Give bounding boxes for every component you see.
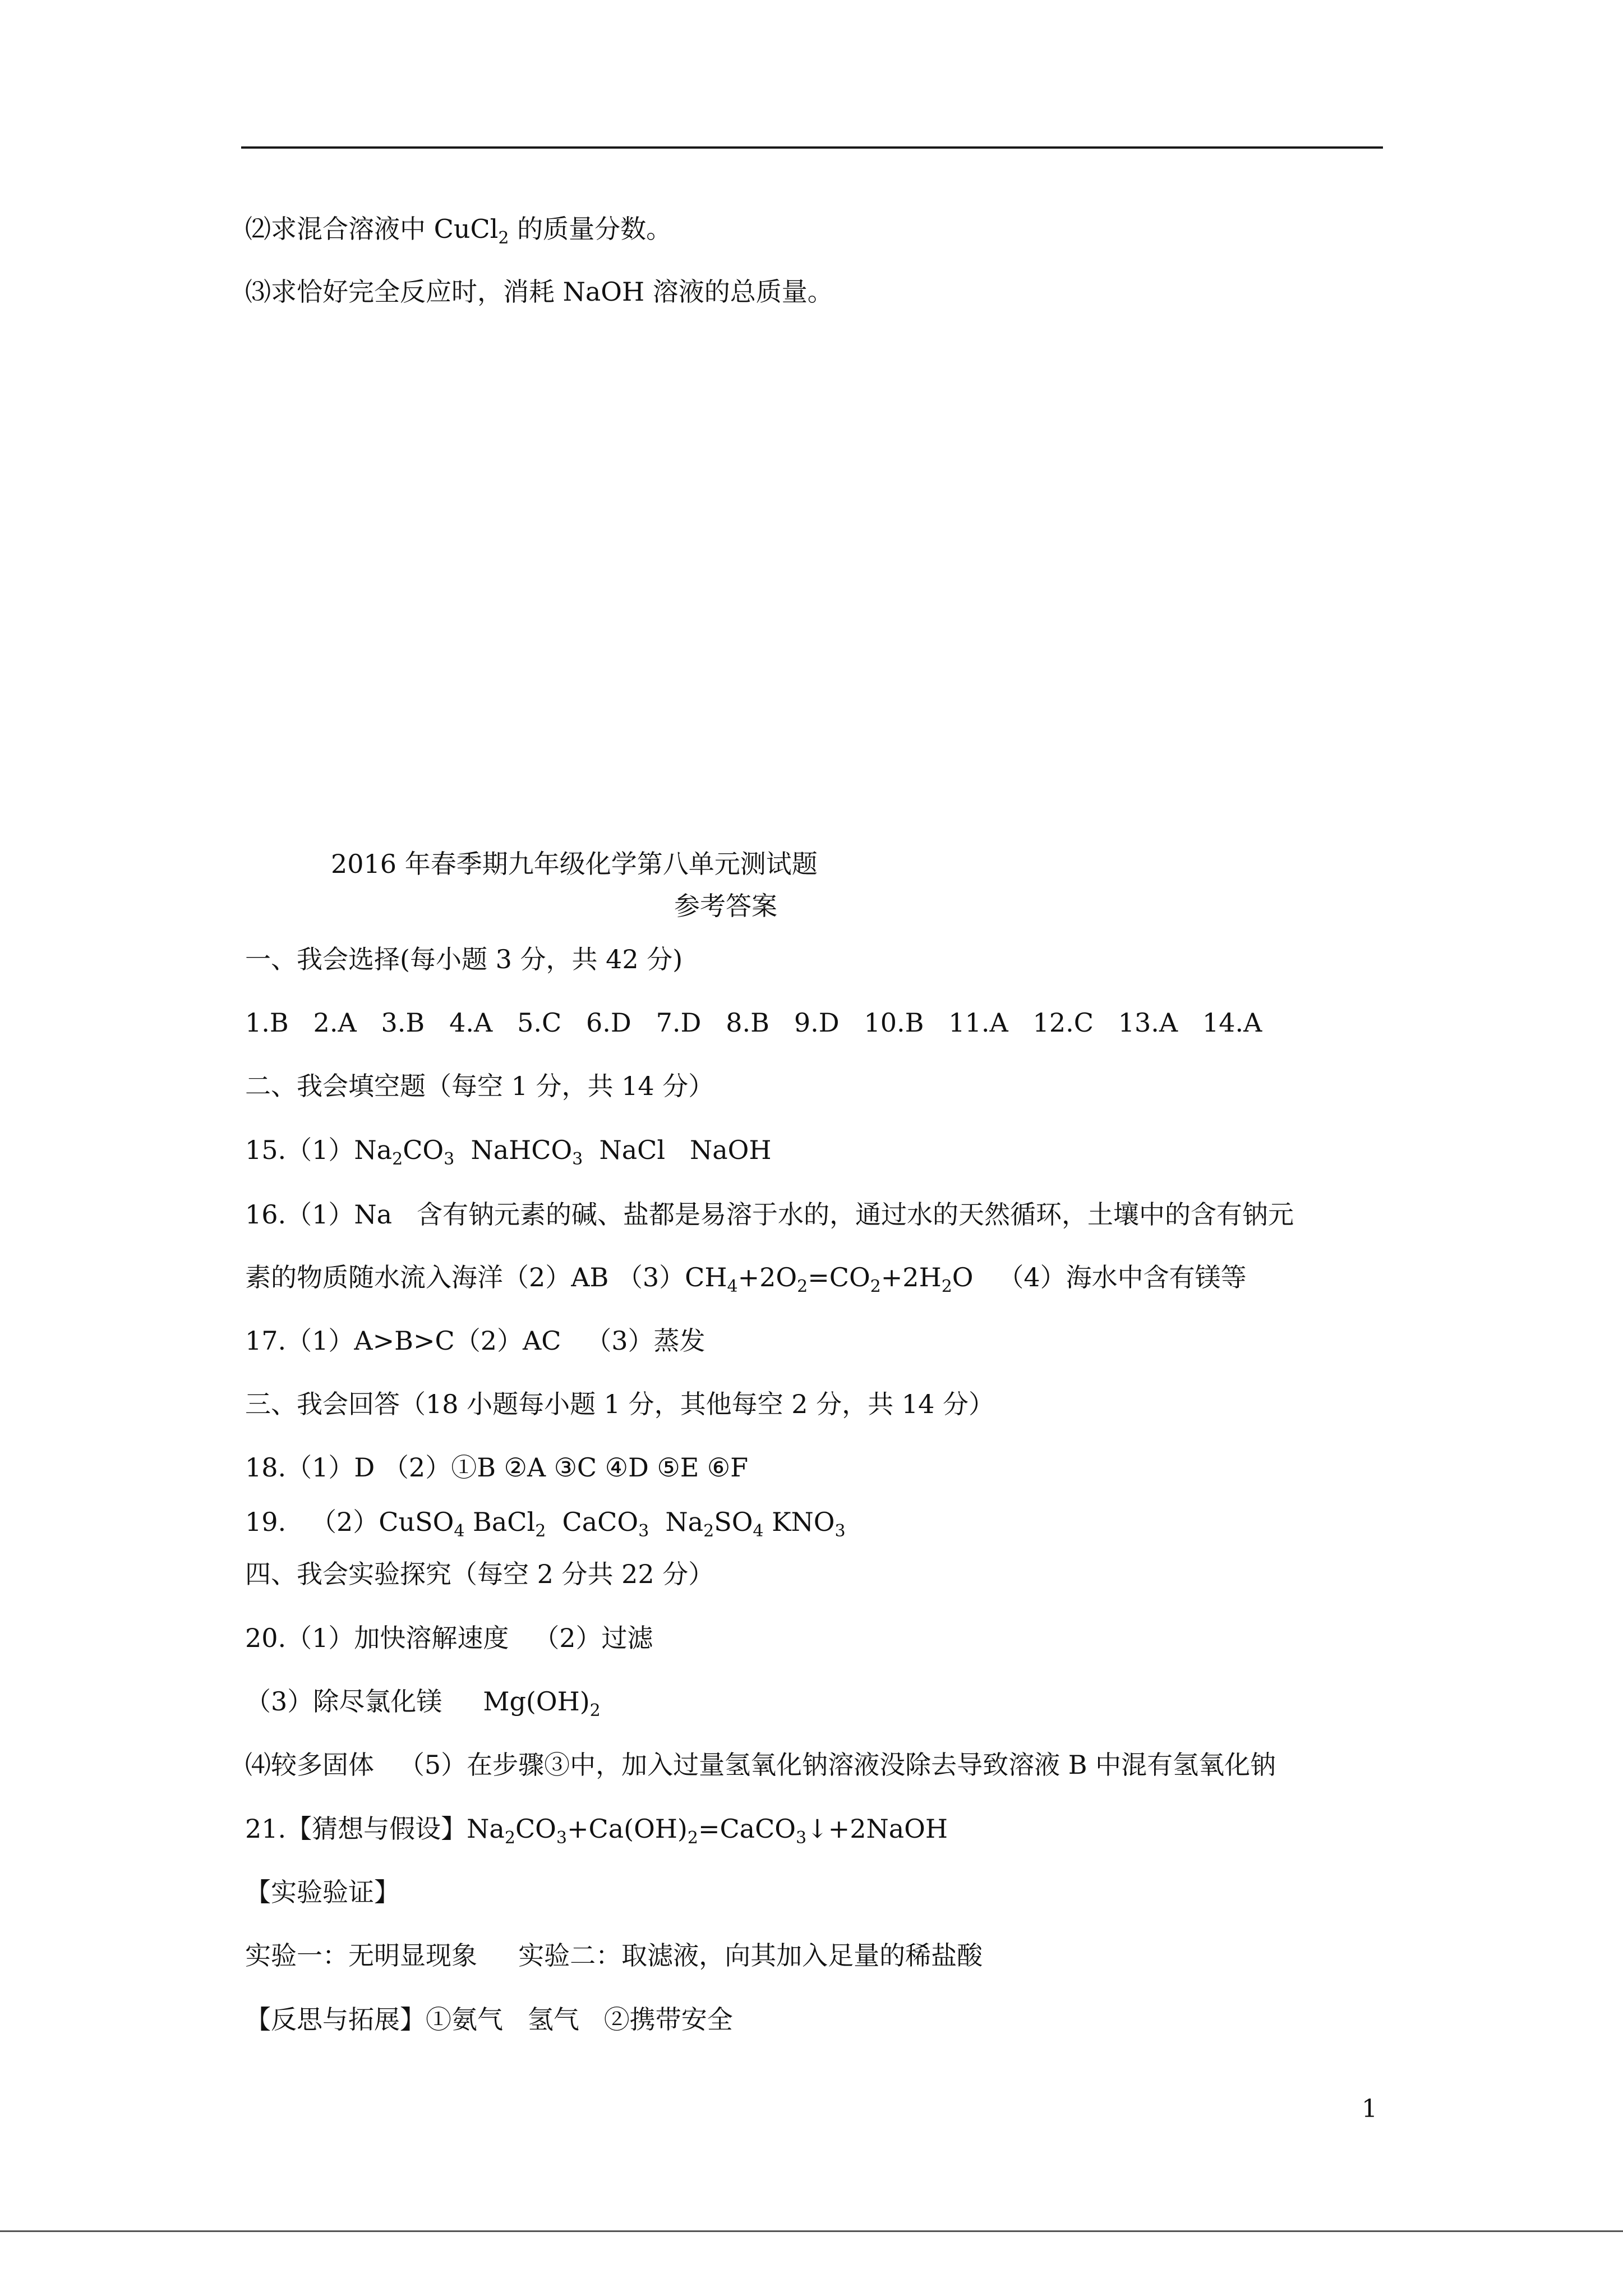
answer-16-text: O （4）海水中含有镁等: [952, 1262, 1247, 1292]
answer-16-line-2: [245, 1260, 1247, 1294]
answer-21-text: =CaCO: [698, 1814, 796, 1844]
answer-19-text: Na: [649, 1507, 704, 1537]
answer-20-line-2: [245, 1685, 601, 1718]
answer-subtitle: 参考答案: [674, 891, 777, 921]
experiment-answers: 实验一：无明显现象 实验二：取滤液，向其加入足量的稀盐酸: [245, 1940, 983, 1971]
answer-19-text: KNO: [763, 1507, 835, 1537]
answer-15-text: CO: [403, 1135, 444, 1165]
answer-17: 17.（1）A>B>C（2）AC （3）蒸发: [245, 1326, 706, 1356]
answer-21-sub: 3: [796, 1828, 807, 1848]
answer-16-sub: 4: [727, 1277, 738, 1296]
experiment-heading: 【实验验证】: [245, 1877, 400, 1907]
answer-15-sub: 2: [392, 1149, 403, 1169]
section-2-heading: 二、我会填空题（每空 1 分，共 14 分）: [245, 1071, 714, 1101]
answer-19-sub: 4: [454, 1521, 465, 1541]
answer-19-sub: 2: [703, 1521, 714, 1541]
answer-21-text: +Ca(OH): [566, 1814, 688, 1844]
question-3: ⑶求恰好完全反应时，消耗 NaOH 溶液的总质量。: [245, 277, 833, 307]
answer-15-sub: 3: [444, 1149, 455, 1169]
footer-rule: [0, 2230, 1623, 2232]
answer-19-text: CaCO: [546, 1507, 639, 1537]
answer-21-sub: 2: [687, 1828, 698, 1848]
answer-20-line-3: ⑷较多固体 （5）在步骤③中，加入过量氢氧化钠溶液没除去导致溶液 B 中混有氢氧化钠: [245, 1750, 1276, 1780]
question-2-text-a: ⑵求混合溶液中 CuCl: [245, 214, 499, 244]
answer-21-sub: 2: [504, 1828, 515, 1848]
answer-19: [245, 1505, 846, 1539]
page-number: 1: [1362, 2095, 1377, 2123]
answer-16-sub: 2: [797, 1277, 808, 1296]
answer-21: [245, 1812, 948, 1846]
section-4-heading: 四、我会实验探究（每空 2 分共 22 分）: [245, 1559, 714, 1589]
reflection-answers: 【反思与拓展】①氨气 氢气 ②携带安全: [245, 2004, 733, 2035]
answer-19-sub: 4: [753, 1521, 764, 1541]
answer-19-text: 19. （2）CuSO: [245, 1507, 454, 1537]
answer-19-sub: 3: [638, 1521, 649, 1541]
section-3-heading: 三、我会回答（18 小题每小题 1 分，其他每空 2 分，共 14 分）: [245, 1389, 994, 1419]
answer-21-sub: 3: [556, 1828, 567, 1848]
answer-15-text: NaHCO: [454, 1135, 573, 1165]
answer-20-sub: 2: [589, 1701, 601, 1720]
choice-answers: 1.B 2.A 3.B 4.A 5.C 6.D 7.D 8.B 9.D 10.B 11.A 12.C 13.A 14.A: [245, 1007, 1262, 1038]
answer-15-text: 15.（1）Na: [245, 1135, 393, 1165]
answer-16-text: +2H: [880, 1262, 942, 1292]
answer-16-line-1: 16.（1）Na 含有钠元素的碱、盐都是易溶于水的，通过水的天然循环，土壤中的含有钠元: [245, 1199, 1294, 1230]
answer-18: 18.（1）D （2）①B ②A ③C ④D ⑤E ⑥F: [245, 1452, 749, 1483]
answer-16-text: 素的物质随水流入海洋（2）AB （3）CH: [245, 1262, 727, 1292]
answer-16-text: =CO: [808, 1262, 870, 1292]
answer-20-line-1: 20.（1）加快溶解速度 （2）过滤: [245, 1623, 653, 1653]
answer-19-sub: 3: [834, 1521, 846, 1541]
answer-15-sub: 3: [572, 1149, 583, 1169]
question-2-text-b: 的质量分数。: [509, 214, 672, 244]
section-1-heading: 一、我会选择(每小题 3 分，共 42 分): [245, 944, 683, 974]
answer-16-text: +2O: [737, 1262, 797, 1292]
question-2: [245, 212, 672, 246]
answer-16-sub: 2: [941, 1277, 952, 1296]
answer-21-text: ↓+2NaOH: [806, 1814, 948, 1844]
header-rule: [241, 146, 1383, 149]
answer-title: 2016 年春季期九年级化学第八单元测试题: [331, 849, 818, 879]
question-2-sub: 2: [498, 228, 509, 248]
answer-21-text: CO: [515, 1814, 556, 1844]
answer-15: [245, 1133, 771, 1167]
answer-19-sub: 2: [535, 1521, 546, 1541]
answer-16-sub: 2: [870, 1277, 881, 1296]
answer-15-text: NaCl NaOH: [583, 1135, 772, 1165]
answer-19-text: BaCl: [464, 1507, 536, 1537]
answer-20-text: （3）除尽氯化镁 Mg(OH): [245, 1686, 590, 1717]
answer-19-text: SO: [714, 1507, 753, 1537]
answer-21-text: 21.【猜想与假设】Na: [245, 1814, 505, 1844]
